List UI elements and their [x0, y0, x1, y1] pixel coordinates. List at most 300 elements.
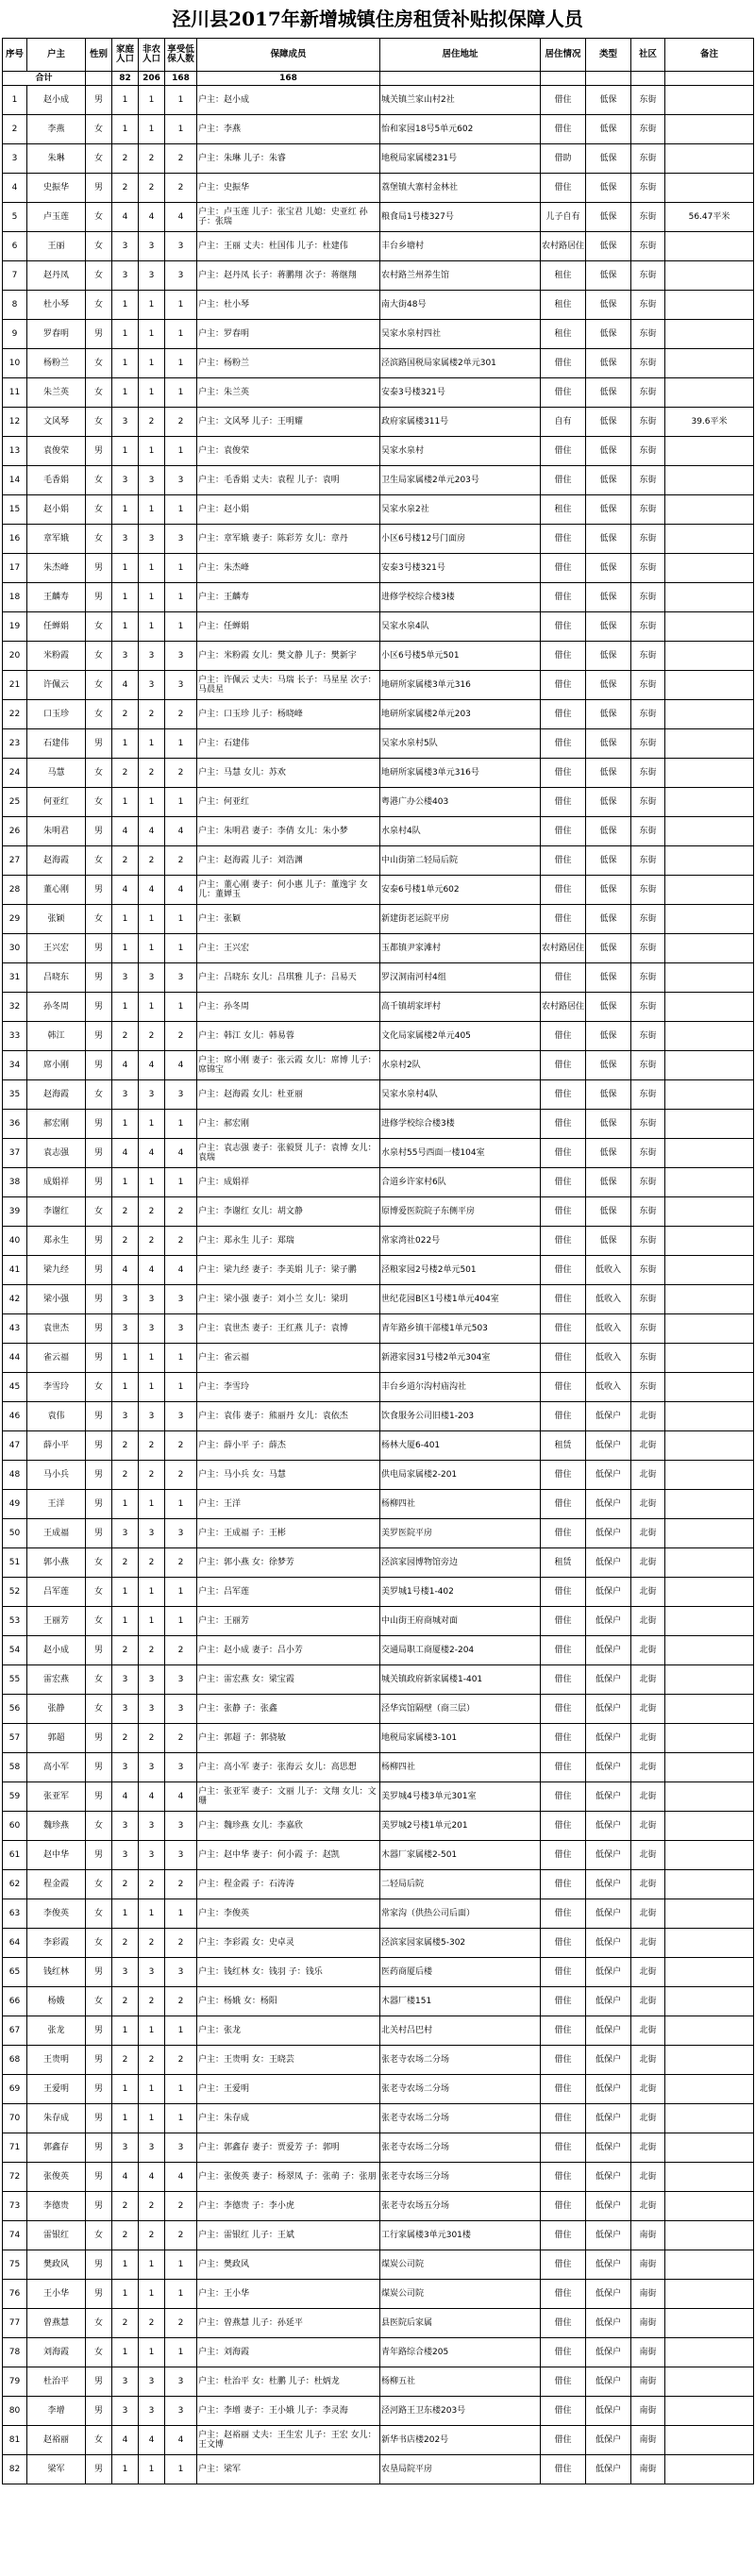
cell-dibao-count: 4 — [165, 817, 197, 846]
cell-residence: 自有 — [541, 408, 586, 437]
cell-address: 原博爱医院院子东侧平房 — [380, 1197, 541, 1227]
cell-dibao-count: 1 — [165, 1490, 197, 1519]
cell-dibao-count: 2 — [165, 174, 197, 203]
cell-non-agri: 1 — [139, 905, 165, 934]
cell-householder: 成娟祥 — [27, 1168, 86, 1197]
cell-community: 南街 — [631, 2367, 665, 2397]
cell-residence: 借住 — [541, 1958, 586, 1987]
cell-address: 美罗城1号楼1-402 — [380, 1578, 541, 1607]
cell-members: 户主：成娟祥 — [197, 1168, 380, 1197]
cell-members: 户主：杨娥 女：杨阳 — [197, 1987, 380, 2016]
cell-householder: 郭鑫存 — [27, 2133, 86, 2163]
cell-householder: 梁小强 — [27, 1285, 86, 1314]
cell-dibao-count: 3 — [165, 1402, 197, 1431]
cell-address: 城关镇兰家山村2社 — [380, 86, 541, 115]
cell-remarks — [665, 1665, 754, 1695]
cell-members: 户主：袁志强 妻子：张毅贤 儿子：袁博 女儿：袁瑞 — [197, 1139, 380, 1168]
cell-address: 杨柳五社 — [380, 2367, 541, 2397]
cell-remarks — [665, 1578, 754, 1607]
cell-householder: 李增 — [27, 2397, 86, 2426]
cell-members: 户主：李俊英 — [197, 1899, 380, 1929]
cell-family-size: 3 — [112, 2367, 139, 2397]
cell-community: 南街 — [631, 2309, 665, 2338]
cell-type: 低保户 — [586, 2397, 631, 2426]
cell-dibao-count: 3 — [165, 1665, 197, 1695]
cell-dibao-count: 2 — [165, 700, 197, 729]
cell-index: 67 — [3, 2016, 27, 2046]
cell-householder: 曾燕慧 — [27, 2309, 86, 2338]
cell-gender: 男 — [86, 1256, 112, 1285]
table-row — [3, 1168, 754, 1197]
cell-remarks — [665, 1256, 754, 1285]
cell-gender: 女 — [86, 495, 112, 525]
cell-address: 杨柳四社 — [380, 1490, 541, 1519]
cell-family-size: 1 — [112, 115, 139, 144]
cell-residence: 借住 — [541, 612, 586, 642]
cell-remarks — [665, 2192, 754, 2221]
cell-index: 58 — [3, 1753, 27, 1782]
cell-householder: 雷宏燕 — [27, 1665, 86, 1695]
cell-address: 政府家属楼311号 — [380, 408, 541, 437]
cell-householder: 钱红林 — [27, 1958, 86, 1987]
cell-family-size: 4 — [112, 1782, 139, 1812]
cell-members: 户主：樊政风 — [197, 2250, 380, 2280]
table-row — [3, 1344, 754, 1373]
cell-family-size: 1 — [112, 320, 139, 349]
cell-remarks — [665, 232, 754, 261]
header-non-agri: 非农人口 — [139, 39, 165, 72]
cell-residence: 借住 — [541, 115, 586, 144]
cell-non-agri: 2 — [139, 1987, 165, 2016]
cell-type: 低保户 — [586, 1578, 631, 1607]
cell-householder: 袁俊荣 — [27, 437, 86, 466]
cell-householder: 朱存成 — [27, 2104, 86, 2133]
cell-type: 低保户 — [586, 2338, 631, 2367]
cell-residence: 借住 — [541, 2046, 586, 2075]
summary-dibao: 168 — [165, 72, 197, 86]
cell-index: 42 — [3, 1285, 27, 1314]
page-title: 泾川县2017年新增城镇住房租赁补贴拟保障人员 — [172, 8, 583, 30]
cell-non-agri: 2 — [139, 1022, 165, 1051]
cell-non-agri: 2 — [139, 2192, 165, 2221]
cell-non-agri: 4 — [139, 1256, 165, 1285]
cell-community: 北街 — [631, 1987, 665, 2016]
cell-index: 57 — [3, 1724, 27, 1753]
cell-remarks — [665, 1929, 754, 1958]
cell-family-size: 1 — [112, 495, 139, 525]
cell-dibao-count: 1 — [165, 2075, 197, 2104]
table-row — [3, 86, 754, 115]
cell-residence: 借住 — [541, 1665, 586, 1695]
cell-householder: 李俊英 — [27, 1899, 86, 1929]
cell-residence: 借住 — [541, 2104, 586, 2133]
cell-index: 49 — [3, 1490, 27, 1519]
cell-non-agri: 1 — [139, 437, 165, 466]
cell-index: 32 — [3, 993, 27, 1022]
table-row — [3, 993, 754, 1022]
cell-householder: 马慧 — [27, 759, 86, 788]
cell-type: 低保户 — [586, 2133, 631, 2163]
cell-non-agri: 4 — [139, 203, 165, 232]
cell-dibao-count: 3 — [165, 1080, 197, 1110]
cell-residence: 借住 — [541, 525, 586, 554]
cell-remarks — [665, 1344, 754, 1373]
cell-non-agri: 1 — [139, 1899, 165, 1929]
cell-members: 户主：王爱明 — [197, 2075, 380, 2104]
cell-community: 东街 — [631, 905, 665, 934]
cell-remarks — [665, 2338, 754, 2367]
cell-members: 户主：赵海霞 儿子：刘浩渊 — [197, 846, 380, 876]
cell-members: 户主：韩江 女儿：韩易蓉 — [197, 1022, 380, 1051]
cell-non-agri: 2 — [139, 1636, 165, 1665]
cell-residence: 借住 — [541, 2221, 586, 2250]
cell-community: 北街 — [631, 1519, 665, 1548]
table-row — [3, 817, 754, 846]
cell-community: 北街 — [631, 1899, 665, 1929]
cell-non-agri: 2 — [139, 1929, 165, 1958]
cell-remarks — [665, 963, 754, 993]
cell-residence: 借住 — [541, 2426, 586, 2455]
table-row — [3, 1051, 754, 1080]
cell-type: 低保 — [586, 291, 631, 320]
cell-index: 26 — [3, 817, 27, 846]
cell-gender: 女 — [86, 1578, 112, 1607]
cell-residence: 借住 — [541, 1724, 586, 1753]
cell-address: 地研所家属楼2单元203 — [380, 700, 541, 729]
cell-address: 荔堡镇大寨村金林社 — [380, 174, 541, 203]
cell-type: 低保 — [586, 612, 631, 642]
cell-gender: 男 — [86, 993, 112, 1022]
cell-address: 常家湾社022号 — [380, 1227, 541, 1256]
cell-family-size: 3 — [112, 963, 139, 993]
cell-dibao-count: 1 — [165, 1373, 197, 1402]
cell-members: 户主：罗春明 — [197, 320, 380, 349]
cell-residence: 借住 — [541, 2192, 586, 2221]
cell-non-agri: 3 — [139, 1314, 165, 1344]
cell-non-agri: 2 — [139, 759, 165, 788]
cell-non-agri: 1 — [139, 2455, 165, 2484]
cell-gender: 女 — [86, 144, 112, 174]
cell-type: 低保户 — [586, 1753, 631, 1782]
cell-householder: 雀云福 — [27, 1344, 86, 1373]
cell-dibao-count: 3 — [165, 642, 197, 671]
cell-remarks — [665, 1402, 754, 1431]
cell-gender: 男 — [86, 2250, 112, 2280]
cell-non-agri: 2 — [139, 1870, 165, 1899]
cell-community: 东街 — [631, 291, 665, 320]
cell-gender: 女 — [86, 1197, 112, 1227]
table-row — [3, 525, 754, 554]
cell-community: 东街 — [631, 1197, 665, 1227]
cell-address: 粮食局1号楼327号 — [380, 203, 541, 232]
cell-dibao-count: 3 — [165, 1519, 197, 1548]
cell-gender: 男 — [86, 1402, 112, 1431]
cell-dibao-count: 1 — [165, 905, 197, 934]
cell-index: 21 — [3, 671, 27, 700]
cell-residence: 借住 — [541, 642, 586, 671]
cell-gender: 女 — [86, 1080, 112, 1110]
cell-index: 13 — [3, 437, 27, 466]
table-row — [3, 1636, 754, 1665]
cell-remarks — [665, 378, 754, 408]
cell-community: 东街 — [631, 1344, 665, 1373]
cell-householder: 王爱明 — [27, 2075, 86, 2104]
cell-gender: 女 — [86, 671, 112, 700]
cell-gender: 男 — [86, 1753, 112, 1782]
cell-gender: 女 — [86, 261, 112, 291]
cell-householder: 刘海霞 — [27, 2338, 86, 2367]
cell-non-agri: 1 — [139, 115, 165, 144]
cell-householder: 袁世杰 — [27, 1314, 86, 1344]
cell-type: 低保 — [586, 349, 631, 378]
cell-members: 户主：郑永生 儿子：郑瑞 — [197, 1227, 380, 1256]
cell-index: 18 — [3, 583, 27, 612]
cell-dibao-count: 3 — [165, 2133, 197, 2163]
cell-remarks — [665, 2426, 754, 2455]
cell-type: 低保 — [586, 174, 631, 203]
header-row — [3, 39, 754, 72]
cell-gender: 男 — [86, 1110, 112, 1139]
table-row — [3, 2104, 754, 2133]
cell-gender: 女 — [86, 1548, 112, 1578]
cell-address: 地研所家属楼3单元316 — [380, 671, 541, 700]
cell-dibao-count: 2 — [165, 2309, 197, 2338]
table-row — [3, 1607, 754, 1636]
cell-remarks — [665, 2250, 754, 2280]
cell-dibao-count: 3 — [165, 1695, 197, 1724]
cell-family-size: 2 — [112, 1431, 139, 1461]
cell-index: 20 — [3, 642, 27, 671]
cell-residence: 借住 — [541, 700, 586, 729]
cell-remarks — [665, 1724, 754, 1753]
cell-residence: 借住 — [541, 1519, 586, 1548]
cell-remarks — [665, 2075, 754, 2104]
cell-index: 23 — [3, 729, 27, 759]
cell-members: 户主：袁俊荣 — [197, 437, 380, 466]
cell-address: 美罗城4号楼3单元301室 — [380, 1782, 541, 1812]
cell-community: 北街 — [631, 1431, 665, 1461]
cell-non-agri: 4 — [139, 1051, 165, 1080]
cell-index: 28 — [3, 876, 27, 905]
cell-dibao-count: 4 — [165, 876, 197, 905]
cell-address: 泾粮家园2号楼2单元501 — [380, 1256, 541, 1285]
cell-dibao-count: 2 — [165, 1636, 197, 1665]
cell-gender: 女 — [86, 788, 112, 817]
cell-residence: 借住 — [541, 1110, 586, 1139]
table-row — [3, 700, 754, 729]
cell-gender: 女 — [86, 525, 112, 554]
cell-index: 51 — [3, 1548, 27, 1578]
cell-non-agri: 1 — [139, 612, 165, 642]
cell-community: 北街 — [631, 1841, 665, 1870]
cell-residence: 借住 — [541, 1578, 586, 1607]
cell-address: 美罗医院平房 — [380, 1519, 541, 1548]
cell-remarks — [665, 144, 754, 174]
cell-dibao-count: 3 — [165, 1753, 197, 1782]
cell-address: 吴家水泉村四社 — [380, 320, 541, 349]
cell-index: 46 — [3, 1402, 27, 1431]
cell-non-agri: 4 — [139, 2163, 165, 2192]
cell-residence: 借住 — [541, 817, 586, 846]
cell-members: 户主：许佩云 丈夫：马瑞 长子：马星星 次子：马晨星 — [197, 671, 380, 700]
cell-members: 户主：曾燕慧 儿子：孙延平 — [197, 2309, 380, 2338]
cell-members: 户主：王丽 丈夫：杜国伟 儿子：杜建伟 — [197, 232, 380, 261]
cell-residence: 借住 — [541, 1314, 586, 1344]
cell-gender: 女 — [86, 1607, 112, 1636]
summary-gender — [86, 72, 112, 86]
cell-gender: 男 — [86, 1724, 112, 1753]
header-residence: 居住情况 — [541, 39, 586, 72]
cell-family-size: 3 — [112, 2133, 139, 2163]
cell-householder: 王洋 — [27, 1490, 86, 1519]
table-row — [3, 1929, 754, 1958]
cell-address: 安泰3号楼321号 — [380, 378, 541, 408]
cell-non-agri: 1 — [139, 583, 165, 612]
cell-family-size: 2 — [112, 144, 139, 174]
cell-address: 安泰3号楼321号 — [380, 554, 541, 583]
cell-gender: 女 — [86, 1695, 112, 1724]
cell-community: 东街 — [631, 759, 665, 788]
cell-remarks — [665, 2397, 754, 2426]
cell-index: 14 — [3, 466, 27, 495]
cell-type: 低保 — [586, 1022, 631, 1051]
cell-index: 70 — [3, 2104, 27, 2133]
cell-community: 东街 — [631, 378, 665, 408]
cell-index: 39 — [3, 1197, 27, 1227]
cell-dibao-count: 1 — [165, 437, 197, 466]
cell-members: 户主：张静 子：张鑫 — [197, 1695, 380, 1724]
cell-residence: 借住 — [541, 2250, 586, 2280]
cell-gender: 女 — [86, 1899, 112, 1929]
cell-index: 47 — [3, 1431, 27, 1461]
cell-householder: 口玉珍 — [27, 700, 86, 729]
cell-community: 北街 — [631, 1724, 665, 1753]
cell-householder: 雷银红 — [27, 2221, 86, 2250]
cell-family-size: 4 — [112, 817, 139, 846]
cell-householder: 赵小成 — [27, 86, 86, 115]
cell-address: 丰台乡道尔沟村庙沟社 — [380, 1373, 541, 1402]
cell-householder: 杨粉兰 — [27, 349, 86, 378]
cell-index: 34 — [3, 1051, 27, 1080]
cell-householder: 米粉霞 — [27, 642, 86, 671]
cell-members: 户主：任蝉娟 — [197, 612, 380, 642]
header-index: 序号 — [3, 39, 27, 72]
cell-community: 东街 — [631, 1168, 665, 1197]
table-row — [3, 2455, 754, 2484]
cell-address: 进修学校综合楼3楼 — [380, 1110, 541, 1139]
cell-index: 79 — [3, 2367, 27, 2397]
cell-dibao-count: 3 — [165, 232, 197, 261]
cell-address: 新建街老运院平房 — [380, 905, 541, 934]
cell-non-agri: 3 — [139, 466, 165, 495]
cell-remarks — [665, 1753, 754, 1782]
cell-family-size: 2 — [112, 1022, 139, 1051]
cell-non-agri: 2 — [139, 1724, 165, 1753]
cell-address: 供电局家属楼2-201 — [380, 1461, 541, 1490]
cell-remarks — [665, 1519, 754, 1548]
cell-residence: 借住 — [541, 1139, 586, 1168]
table-row — [3, 1402, 754, 1431]
cell-non-agri: 2 — [139, 2046, 165, 2075]
cell-family-size: 4 — [112, 1256, 139, 1285]
cell-type: 低保户 — [586, 1636, 631, 1665]
cell-residence: 借住 — [541, 2016, 586, 2046]
cell-dibao-count: 1 — [165, 2338, 197, 2367]
table-row — [3, 232, 754, 261]
cell-gender: 男 — [86, 1519, 112, 1548]
table-row — [3, 1373, 754, 1402]
table-row — [3, 437, 754, 466]
cell-type: 低保户 — [586, 1665, 631, 1695]
cell-members: 户主：史振华 — [197, 174, 380, 203]
cell-type: 低保 — [586, 846, 631, 876]
cell-non-agri: 3 — [139, 1841, 165, 1870]
cell-members: 户主：文风琴 儿子：王明耀 — [197, 408, 380, 437]
header-family-size: 家庭人口 — [112, 39, 139, 72]
cell-index: 64 — [3, 1929, 27, 1958]
cell-dibao-count: 1 — [165, 1578, 197, 1607]
cell-residence: 借助 — [541, 144, 586, 174]
cell-gender: 女 — [86, 1812, 112, 1841]
cell-householder: 赵丹凤 — [27, 261, 86, 291]
cell-community: 北街 — [631, 2133, 665, 2163]
cell-non-agri: 3 — [139, 671, 165, 700]
cell-non-agri: 1 — [139, 788, 165, 817]
table-row — [3, 320, 754, 349]
cell-residence: 借住 — [541, 1373, 586, 1402]
cell-remarks — [665, 1958, 754, 1987]
cell-family-size: 1 — [112, 993, 139, 1022]
cell-family-size: 2 — [112, 2221, 139, 2250]
cell-index: 33 — [3, 1022, 27, 1051]
cell-type: 低保 — [586, 378, 631, 408]
cell-residence: 农村路居住 — [541, 232, 586, 261]
cell-residence: 借住 — [541, 1870, 586, 1899]
cell-type: 低保户 — [586, 2221, 631, 2250]
cell-index: 31 — [3, 963, 27, 993]
header-gender: 性别 — [86, 39, 112, 72]
table-row — [3, 729, 754, 759]
table-row — [3, 1490, 754, 1519]
cell-members: 户主：董心刚 妻子：何小惠 儿子：董逸宇 女儿：董婵玉 — [197, 876, 380, 905]
cell-dibao-count: 1 — [165, 2250, 197, 2280]
cell-index: 68 — [3, 2046, 27, 2075]
cell-type: 低收入 — [586, 1344, 631, 1373]
cell-type: 低保 — [586, 817, 631, 846]
cell-members: 户主：朱兰英 — [197, 378, 380, 408]
table-row — [3, 1724, 754, 1753]
cell-householder: 席小刚 — [27, 1051, 86, 1080]
cell-remarks — [665, 671, 754, 700]
cell-index: 72 — [3, 2163, 27, 2192]
cell-residence: 借住 — [541, 2367, 586, 2397]
cell-gender: 男 — [86, 1314, 112, 1344]
cell-remarks — [665, 115, 754, 144]
cell-dibao-count: 1 — [165, 2280, 197, 2309]
cell-members: 户主：米粉霞 女儿：樊文静 儿子：樊新宇 — [197, 642, 380, 671]
cell-community: 东街 — [631, 729, 665, 759]
cell-family-size: 2 — [112, 1197, 139, 1227]
cell-householder: 赵小娟 — [27, 495, 86, 525]
cell-dibao-count: 2 — [165, 1724, 197, 1753]
cell-family-size: 1 — [112, 554, 139, 583]
cell-non-agri: 3 — [139, 642, 165, 671]
cell-non-agri: 3 — [139, 1402, 165, 1431]
cell-community: 东街 — [631, 642, 665, 671]
cell-community: 东街 — [631, 993, 665, 1022]
cell-remarks — [665, 846, 754, 876]
cell-dibao-count: 4 — [165, 1256, 197, 1285]
